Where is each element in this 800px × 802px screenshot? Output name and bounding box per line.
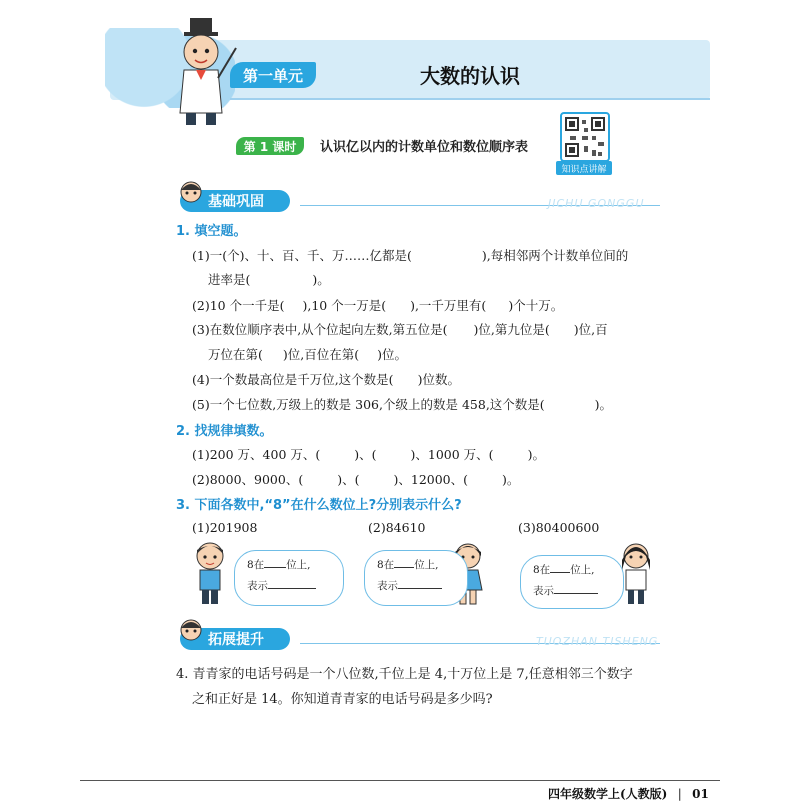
banner-underline (230, 98, 710, 100)
q3-item-2: (2)84610 (368, 520, 426, 535)
q1-line1-cont: 进率是( )。 (208, 272, 330, 287)
q1-line4: (4)一个数最高位是千万位,这个数是( )位数。 (192, 372, 460, 387)
q4-line2: 之和正好是 14。你知道青青家的电话号码是多少吗? (192, 692, 493, 707)
qr-caption: 知识点讲解 (556, 161, 612, 175)
unit-title: 大数的认识 (420, 64, 520, 88)
kid-mascot-icon (178, 180, 204, 206)
teacher-mascot-illustration (168, 18, 238, 128)
q3-item-1: (1)201908 (192, 520, 258, 535)
q3-answer-bubble-3[interactable]: 8在 位上, 表示 (520, 555, 624, 609)
section-basic-tag: 基础巩固 (180, 190, 290, 212)
q1-line3: (3)在数位顺序表中,从个位起向左数,第五位是( )位,第九位是( )位,百 (192, 322, 608, 337)
q1-line1: (1)一(个)、十、百、千、万……亿都是( ),每相邻两个计数单位间的 (192, 248, 629, 263)
q1-line3-cont: 万位在第( )位,百位在第( )位。 (208, 347, 408, 362)
kid-mascot-icon (178, 618, 204, 644)
q2-line2: (2)8000、9000、( )、( )、12000、( )。 (192, 472, 520, 487)
page-number: 01 (692, 787, 709, 801)
footer-rule (80, 780, 720, 781)
section-ext-tag: 拓展提升 (180, 628, 290, 650)
q3-answer-bubble-2[interactable]: 8在 位上, 表示 (364, 550, 468, 606)
lesson-title: 认识亿以内的计数单位和数位顺序表 (320, 140, 529, 155)
footer-book-title: 四年级数学上(人教版) (548, 787, 668, 801)
q2-line1: (1)200 万、400 万、( )、( )、1000 万、( )。 (192, 447, 545, 462)
q3-heading: 3. 下面各数中,“8”在什么数位上?分别表示什么? (176, 498, 462, 513)
q3-answer-bubble-1[interactable]: 8在 位上, 表示 (234, 550, 344, 606)
q4-line1: 4. 青青家的电话号码是一个八位数,千位上是 4,十万位上是 7,任意相邻三个数字 (176, 667, 633, 682)
boy-illustration (188, 540, 232, 606)
section-ext-pinyin: TUOZHAN TISHENG (536, 635, 659, 648)
q1-heading: 1. 填空题。 (176, 224, 247, 239)
lesson-badge: 第 1 课时 (236, 137, 304, 155)
q1-line2: (2)10 个一千是( ),10 个一万是( ),一千万里有( )个十万。 (192, 298, 564, 313)
q1-line5: (5)一个七位数,万级上的数是 306,个级上的数是 458,这个数是( )。 (192, 397, 613, 412)
q2-heading: 2. 找规律填数。 (176, 424, 273, 439)
girl-2-illustration (616, 540, 656, 606)
unit-badge: 第一单元 (230, 62, 316, 88)
footer: 四年级数学上(人教版) | 01 (548, 787, 709, 801)
q3-item-3: (3)80400600 (518, 520, 600, 535)
qr-code-icon[interactable] (560, 112, 610, 162)
section-basic-pinyin: JICHU GONGGU (548, 197, 645, 210)
